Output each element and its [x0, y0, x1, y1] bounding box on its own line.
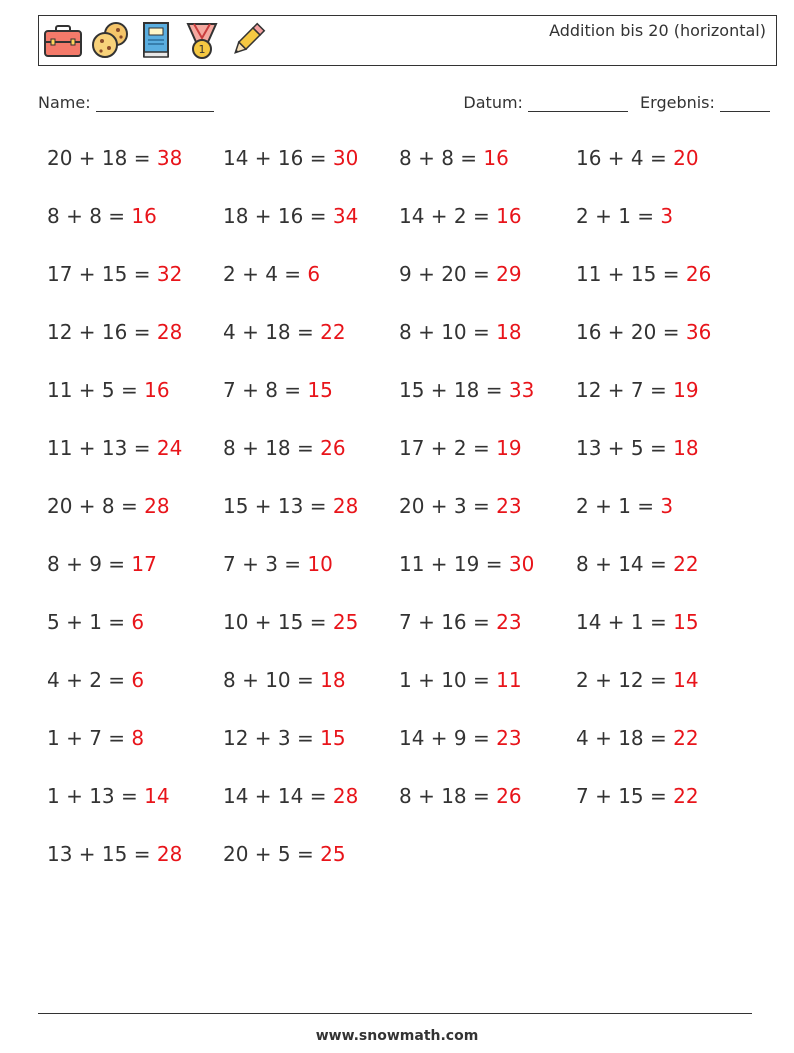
- problem-answer: 26: [320, 436, 346, 460]
- problem-answer: 23: [496, 610, 522, 634]
- problem-item: [223, 726, 346, 750]
- problem-answer: 22: [320, 320, 346, 344]
- problem-answer: 28: [332, 784, 359, 808]
- problem-answer: 38: [156, 146, 183, 170]
- medal-icon: [182, 20, 222, 62]
- problem-equation: 13 + 15 =: [47, 842, 157, 866]
- problem-equation: 8 + 18 =: [223, 436, 321, 460]
- problem-equation: 2 + 4 =: [223, 262, 308, 286]
- problem-item: [47, 726, 144, 750]
- problem-equation: 15 + 13 =: [223, 494, 333, 518]
- problem-answer: 34: [332, 204, 359, 228]
- problem-answer: 14: [144, 784, 170, 808]
- problem-answer: 30: [332, 146, 359, 170]
- problem-item: [223, 784, 358, 808]
- problem-item: [47, 262, 182, 286]
- problem-answer: 3: [660, 494, 674, 518]
- problem-equation: 14 + 1 =: [576, 610, 674, 634]
- problem-item: [576, 668, 699, 692]
- problem-answer: 28: [156, 320, 183, 344]
- date-blank[interactable]: [528, 93, 628, 112]
- problem-answer: 33: [508, 378, 535, 402]
- problem-item: [576, 204, 673, 228]
- problem-answer: 24: [156, 436, 183, 460]
- problem-equation: 11 + 19 =: [399, 552, 509, 576]
- problem-item: [399, 436, 522, 460]
- name-label: Name:: [38, 93, 91, 112]
- footer-website: www.snowmath.com: [315, 1028, 479, 1044]
- footer-divider: [38, 1013, 752, 1014]
- problem-item: [223, 204, 358, 228]
- problem-answer: 3: [660, 204, 674, 228]
- problem-item: [576, 320, 711, 344]
- problem-item: [47, 320, 182, 344]
- problem-answer: 6: [307, 262, 321, 286]
- problem-item: [576, 610, 699, 634]
- problem-item: [47, 610, 144, 634]
- problem-item: [399, 378, 534, 402]
- problem-answer: 10: [307, 552, 333, 576]
- problem-equation: 2 + 1 =: [576, 494, 661, 518]
- problem-answer: 23: [496, 494, 522, 518]
- problem-item: [223, 842, 346, 866]
- problem-item: [399, 552, 534, 576]
- problem-equation: 18 + 16 =: [223, 204, 333, 228]
- problem-item: [47, 204, 157, 228]
- problem-equation: 20 + 8 =: [47, 494, 145, 518]
- problem-equation: 8 + 9 =: [47, 552, 132, 576]
- problem-equation: 15 + 18 =: [399, 378, 509, 402]
- problem-answer: 22: [673, 784, 699, 808]
- problem-equation: 2 + 1 =: [576, 204, 661, 228]
- problem-item: [47, 378, 170, 402]
- problem-item: [576, 784, 699, 808]
- problem-equation: 13 + 5 =: [576, 436, 674, 460]
- problem-answer: 20: [673, 146, 699, 170]
- problem-answer: 30: [508, 552, 535, 576]
- problem-answer: 15: [320, 726, 346, 750]
- problem-item: [399, 726, 522, 750]
- problem-equation: 17 + 15 =: [47, 262, 157, 286]
- result-label: Ergebnis:: [640, 93, 715, 112]
- problem-equation: 14 + 14 =: [223, 784, 333, 808]
- cookies-icon: [90, 20, 130, 62]
- problem-equation: 9 + 20 =: [399, 262, 497, 286]
- result-field: [640, 93, 770, 112]
- date-label: Datum:: [463, 93, 523, 112]
- problem-item: [399, 320, 522, 344]
- problem-item: [399, 494, 522, 518]
- problem-equation: 16 + 4 =: [576, 146, 674, 170]
- worksheet-header: [38, 15, 777, 66]
- problem-answer: 18: [496, 320, 522, 344]
- problem-equation: 7 + 8 =: [223, 378, 308, 402]
- problem-item: [47, 668, 144, 692]
- problem-item: [576, 378, 699, 402]
- problem-item: [223, 262, 320, 286]
- book-icon: [136, 20, 176, 62]
- problem-item: [399, 784, 522, 808]
- name-blank[interactable]: [96, 93, 214, 112]
- problem-equation: 11 + 5 =: [47, 378, 145, 402]
- problem-equation: 12 + 16 =: [47, 320, 157, 344]
- problem-equation: 4 + 18 =: [576, 726, 674, 750]
- problem-answer: 16: [483, 146, 509, 170]
- problem-item: [47, 552, 157, 576]
- problem-item: [399, 146, 509, 170]
- date-result-fields: [463, 93, 770, 112]
- problem-equation: 20 + 3 =: [399, 494, 497, 518]
- problem-equation: 4 + 18 =: [223, 320, 321, 344]
- problem-answer: 18: [673, 436, 699, 460]
- problem-item: [223, 552, 333, 576]
- problem-answer: 22: [673, 726, 699, 750]
- problem-equation: 8 + 10 =: [223, 668, 321, 692]
- problem-answer: 14: [673, 668, 699, 692]
- problem-equation: 14 + 9 =: [399, 726, 497, 750]
- problem-item: [576, 552, 699, 576]
- problem-answer: 6: [131, 668, 145, 692]
- pencil-icon: [228, 20, 268, 62]
- problem-equation: 20 + 18 =: [47, 146, 157, 170]
- problem-equation: 8 + 10 =: [399, 320, 497, 344]
- problem-equation: 7 + 16 =: [399, 610, 497, 634]
- problem-answer: 19: [673, 378, 699, 402]
- problem-answer: 18: [320, 668, 346, 692]
- problem-item: [47, 436, 182, 460]
- problem-answer: 28: [332, 494, 359, 518]
- problem-equation: 20 + 5 =: [223, 842, 321, 866]
- problem-equation: 1 + 10 =: [399, 668, 497, 692]
- problem-answer: 26: [685, 262, 712, 286]
- svg-text:1: 1: [198, 43, 206, 56]
- problem-equation: 16 + 20 =: [576, 320, 686, 344]
- problem-item: [223, 320, 346, 344]
- problem-item: [399, 668, 522, 692]
- problem-equation: 11 + 15 =: [576, 262, 686, 286]
- problem-equation: 7 + 15 =: [576, 784, 674, 808]
- problem-answer: 15: [307, 378, 333, 402]
- date-field: [463, 93, 628, 112]
- problem-equation: 12 + 3 =: [223, 726, 321, 750]
- problem-item: [223, 668, 346, 692]
- problem-item: [399, 262, 522, 286]
- problem-item: [47, 146, 182, 170]
- problem-item: [47, 784, 170, 808]
- problem-answer: 16: [496, 204, 522, 228]
- problem-item: [399, 204, 522, 228]
- problem-item: [576, 726, 699, 750]
- problem-item: [576, 146, 699, 170]
- problem-answer: 8: [131, 726, 145, 750]
- problem-answer: 6: [131, 610, 145, 634]
- worksheet-title: Addition bis 20 (horizontal): [549, 21, 766, 40]
- problem-answer: 28: [144, 494, 170, 518]
- problem-answer: 23: [496, 726, 522, 750]
- problem-equation: 1 + 13 =: [47, 784, 145, 808]
- problem-equation: 8 + 8 =: [47, 204, 132, 228]
- problem-answer: 28: [156, 842, 183, 866]
- problem-equation: 5 + 1 =: [47, 610, 132, 634]
- problem-equation: 8 + 14 =: [576, 552, 674, 576]
- problem-answer: 15: [673, 610, 699, 634]
- problem-answer: 36: [685, 320, 712, 344]
- problem-equation: 11 + 13 =: [47, 436, 157, 460]
- problem-item: [576, 262, 711, 286]
- problem-item: [223, 494, 358, 518]
- problem-answer: 17: [131, 552, 157, 576]
- problem-answer: 22: [673, 552, 699, 576]
- problem-answer: 16: [131, 204, 157, 228]
- name-field: [38, 93, 214, 112]
- problem-equation: 14 + 2 =: [399, 204, 497, 228]
- briefcase-icon: [42, 20, 84, 62]
- problem-answer: 25: [332, 610, 359, 634]
- problem-item: [223, 378, 333, 402]
- problem-answer: 11: [496, 668, 522, 692]
- problem-equation: 2 + 12 =: [576, 668, 674, 692]
- problem-answer: 25: [320, 842, 346, 866]
- problem-equation: 8 + 8 =: [399, 146, 484, 170]
- problem-answer: 29: [496, 262, 522, 286]
- problem-item: [47, 494, 170, 518]
- problem-equation: 10 + 15 =: [223, 610, 333, 634]
- problem-item: [223, 146, 358, 170]
- problem-answer: 26: [496, 784, 522, 808]
- problem-answer: 16: [144, 378, 170, 402]
- problem-item: [47, 842, 182, 866]
- header-icons: [42, 20, 268, 62]
- problem-item: [576, 436, 699, 460]
- result-blank[interactable]: [720, 93, 770, 112]
- problem-answer: 19: [496, 436, 522, 460]
- problem-equation: 8 + 18 =: [399, 784, 497, 808]
- problem-item: [223, 610, 358, 634]
- problem-equation: 12 + 7 =: [576, 378, 674, 402]
- problem-equation: 4 + 2 =: [47, 668, 132, 692]
- problem-equation: 1 + 7 =: [47, 726, 132, 750]
- problem-item: [399, 610, 522, 634]
- problem-equation: 7 + 3 =: [223, 552, 308, 576]
- problem-equation: 14 + 16 =: [223, 146, 333, 170]
- problem-equation: 17 + 2 =: [399, 436, 497, 460]
- problem-answer: 32: [156, 262, 183, 286]
- problem-item: [576, 494, 673, 518]
- problem-item: [223, 436, 346, 460]
